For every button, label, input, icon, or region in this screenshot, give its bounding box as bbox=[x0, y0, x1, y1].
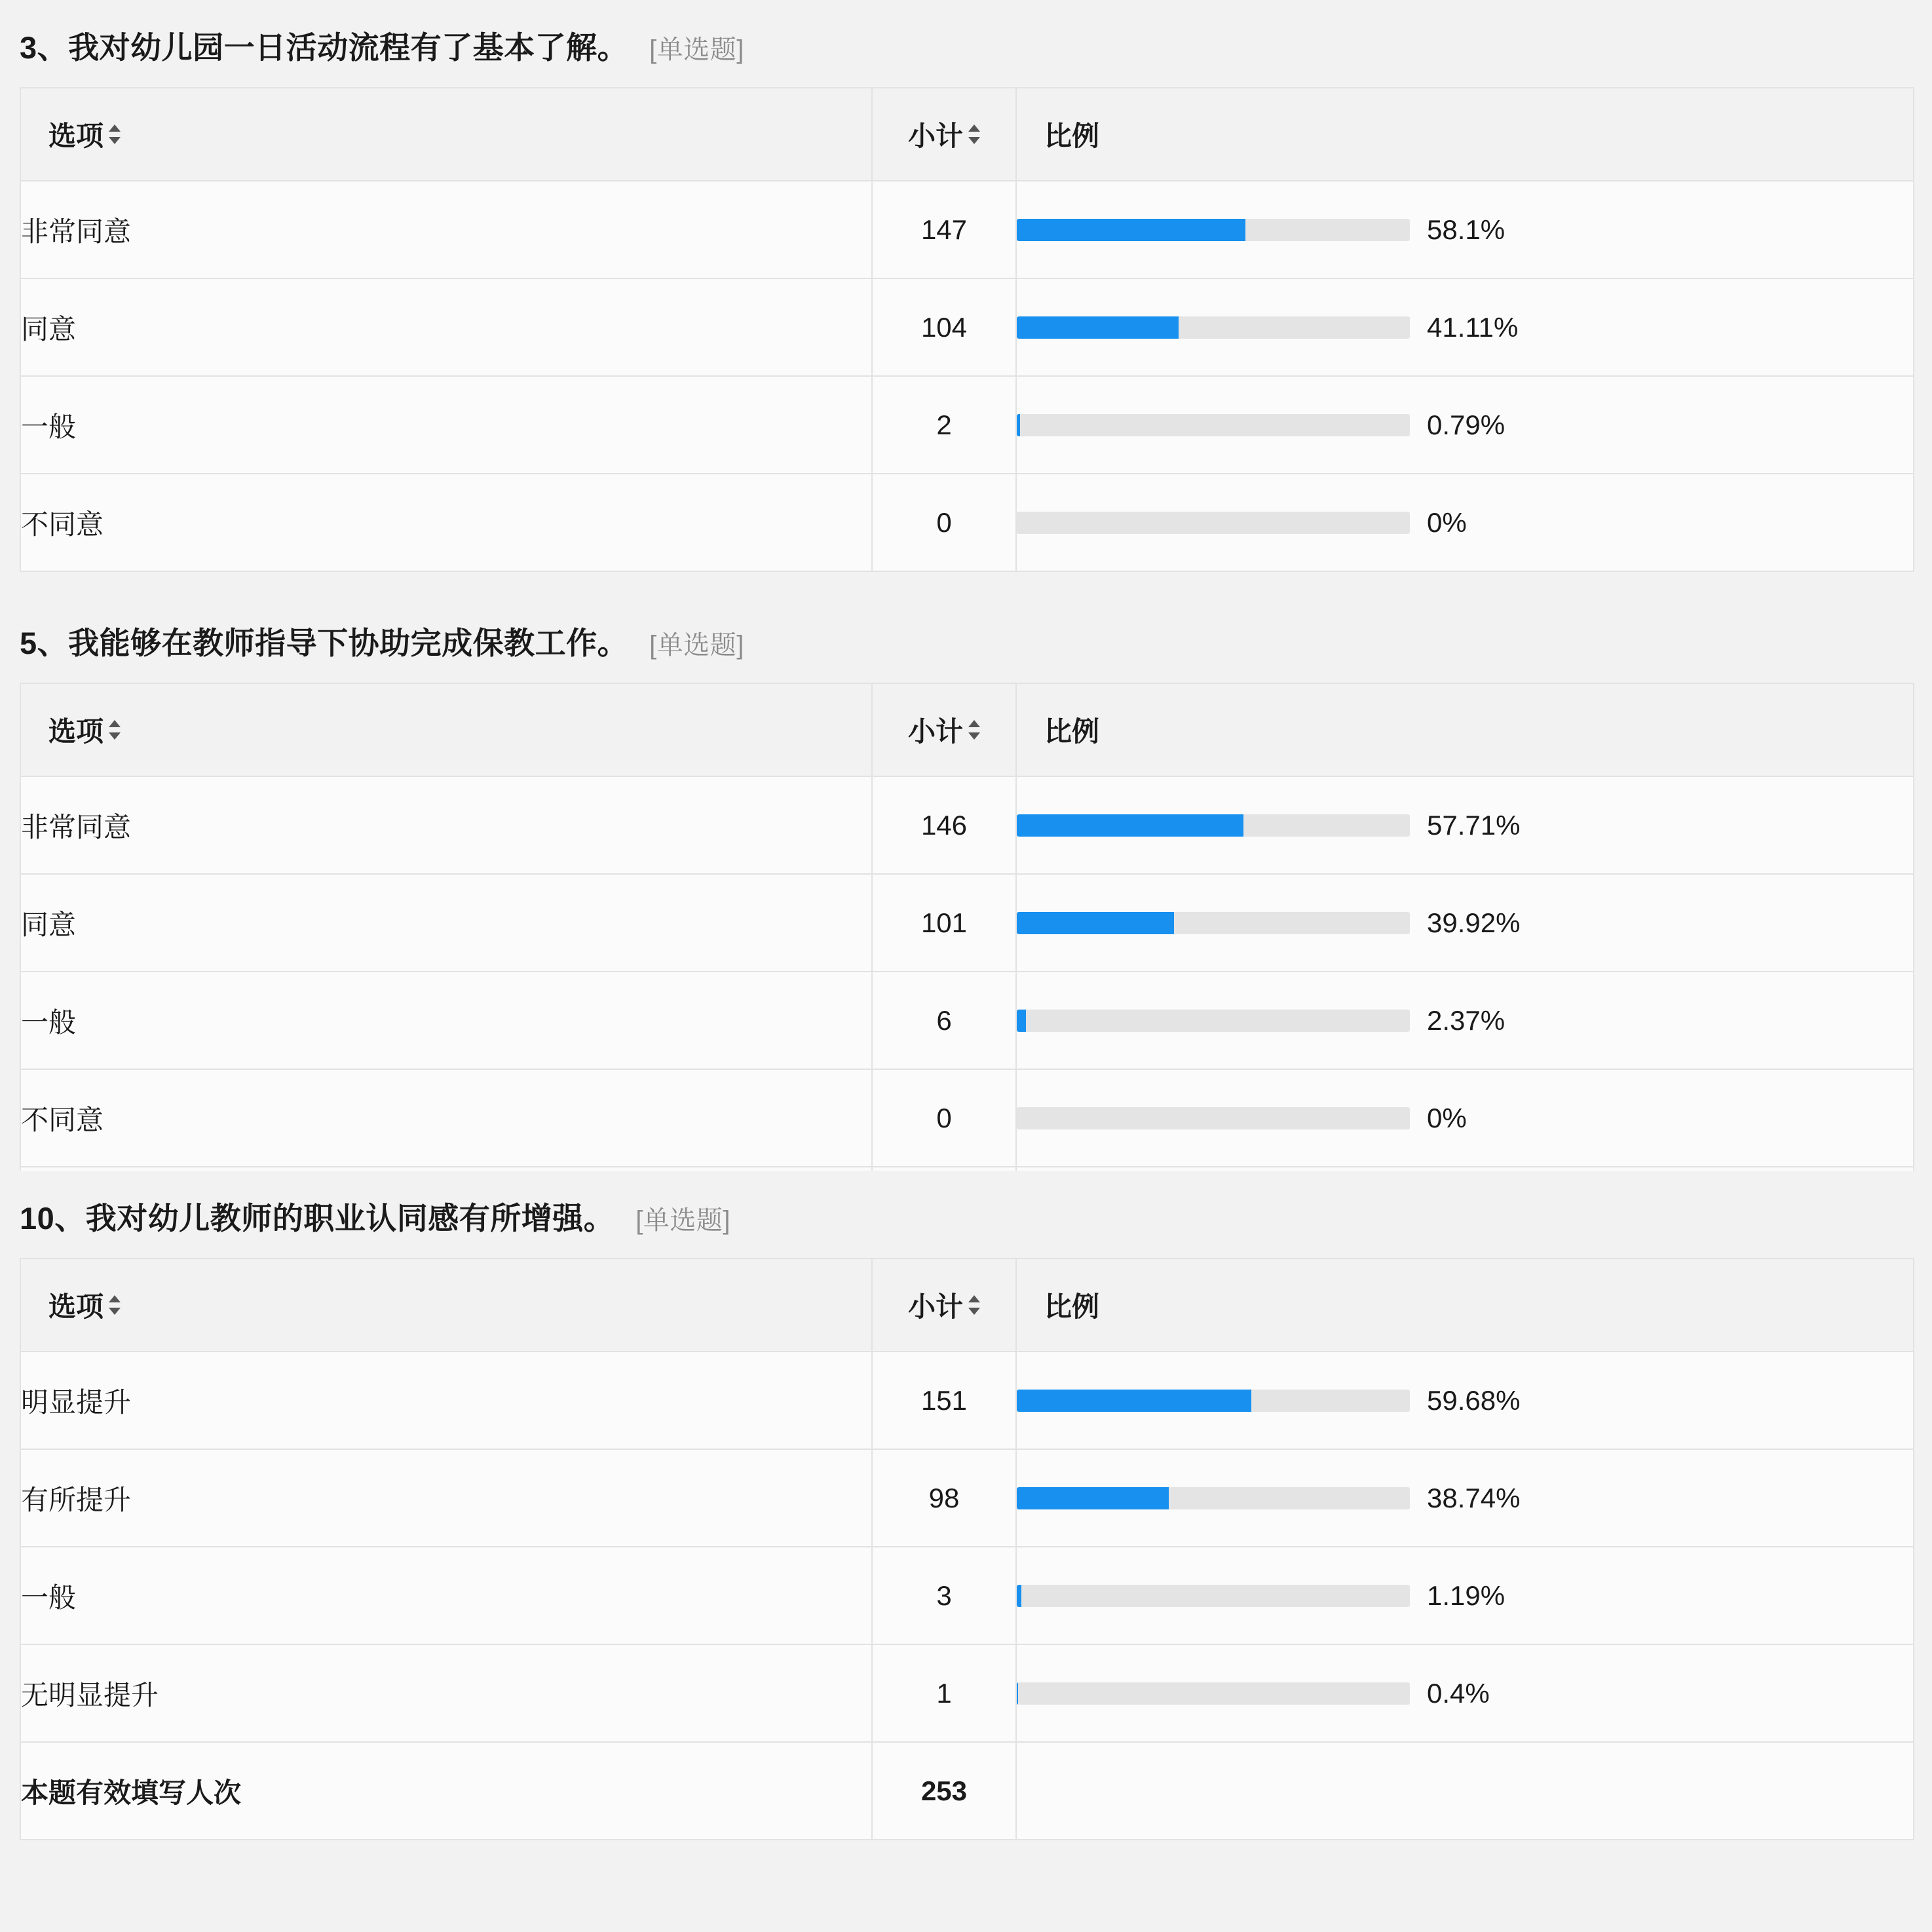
question-number: 5、 bbox=[20, 626, 69, 660]
option-label: 同意 bbox=[20, 278, 872, 376]
ratio-bar-track bbox=[1017, 414, 1410, 436]
ratio-label: 59.68% bbox=[1427, 1384, 1521, 1416]
option-ratio bbox=[1016, 376, 1914, 474]
option-count: 6 bbox=[872, 972, 1016, 1069]
column-header-ratio-label: 比例 bbox=[1044, 1291, 1100, 1322]
table-row bbox=[20, 874, 1914, 972]
results-table bbox=[20, 683, 1914, 1171]
table-row bbox=[20, 1069, 1914, 1167]
table-row bbox=[20, 1547, 1914, 1644]
question-block-3 bbox=[0, 0, 1932, 572]
ratio-bar-fill bbox=[1017, 1390, 1251, 1412]
column-header-option-label: 选项 bbox=[48, 121, 104, 151]
sort-icon[interactable] bbox=[968, 1294, 980, 1316]
option-label: 不同意 bbox=[20, 474, 872, 571]
table-row bbox=[20, 474, 1914, 571]
option-label: 非常同意 bbox=[20, 776, 872, 874]
table-row bbox=[20, 776, 1914, 874]
total-count: 253 bbox=[872, 1742, 1016, 1840]
option-ratio bbox=[1016, 1352, 1914, 1449]
column-header-ratio bbox=[1016, 88, 1914, 181]
sort-icon[interactable] bbox=[968, 123, 980, 145]
results-table bbox=[20, 1258, 1914, 1840]
option-ratio bbox=[1016, 278, 1914, 376]
option-count: 104 bbox=[872, 278, 1016, 376]
page-title bbox=[0, 0, 1932, 87]
column-header-count[interactable] bbox=[872, 88, 1016, 181]
ratio-bar-track bbox=[1017, 512, 1410, 534]
ratio-label: 2.37% bbox=[1427, 1004, 1506, 1036]
option-label: 有所提升 bbox=[20, 1449, 872, 1547]
ratio-bar-track bbox=[1017, 1682, 1410, 1705]
total-label: 本题有效填写人次 bbox=[20, 1742, 872, 1840]
option-label: 明显提升 bbox=[20, 1352, 872, 1449]
option-ratio bbox=[1016, 972, 1914, 1069]
table-row bbox=[20, 1644, 1914, 1742]
option-count: 3 bbox=[872, 1547, 1016, 1644]
column-header-ratio-label: 比例 bbox=[1044, 121, 1100, 151]
ratio-label: 0.4% bbox=[1427, 1677, 1490, 1709]
ratio-bar-track bbox=[1017, 912, 1410, 934]
option-label bbox=[20, 571, 872, 572]
ratio-bar-track bbox=[1017, 1107, 1410, 1129]
ratio-label: 41.11% bbox=[1427, 311, 1519, 343]
table-row bbox=[20, 376, 1914, 474]
column-header-ratio bbox=[1016, 683, 1914, 776]
ratio-bar-fill bbox=[1017, 1682, 1018, 1705]
column-header-ratio bbox=[1016, 1259, 1914, 1352]
option-label: 不同意 bbox=[20, 1069, 872, 1167]
ratio-bar-fill bbox=[1017, 912, 1174, 934]
question-number: 3、 bbox=[20, 30, 69, 65]
option-ratio bbox=[1016, 1069, 1914, 1167]
table-row bbox=[20, 278, 1914, 376]
ratio-bar-fill bbox=[1017, 1487, 1169, 1509]
option-label: 一般 bbox=[20, 972, 872, 1069]
column-header-option[interactable] bbox=[20, 683, 872, 776]
option-count: 98 bbox=[872, 1449, 1016, 1547]
column-header-count-label: 小计 bbox=[907, 1291, 963, 1322]
option-label: 一般 bbox=[20, 376, 872, 474]
table-row bbox=[20, 181, 1914, 278]
page-title bbox=[0, 1171, 1932, 1258]
ratio-bar-fill bbox=[1017, 219, 1245, 241]
option-ratio bbox=[1016, 1547, 1914, 1644]
option-label: 非常同意 bbox=[20, 181, 872, 278]
table-row bbox=[20, 1449, 1914, 1547]
question-type: [单选题] bbox=[649, 631, 744, 660]
table-row bbox=[20, 972, 1914, 1069]
column-header-option-label: 选项 bbox=[48, 1291, 104, 1322]
option-count: 151 bbox=[872, 1352, 1016, 1449]
column-header-count[interactable] bbox=[872, 1259, 1016, 1352]
option-ratio bbox=[1016, 474, 1914, 571]
table-row bbox=[20, 571, 1914, 572]
ratio-bar-track bbox=[1017, 316, 1410, 339]
option-ratio bbox=[1016, 874, 1914, 972]
column-header-option[interactable] bbox=[20, 1259, 872, 1352]
ratio-label: 57.71% bbox=[1427, 809, 1521, 841]
total-ratio bbox=[1016, 1742, 1914, 1840]
option-ratio bbox=[1016, 776, 1914, 874]
ratio-bar-track bbox=[1017, 814, 1410, 837]
question-block-10 bbox=[0, 1171, 1932, 1840]
ratio-label: 38.74% bbox=[1427, 1482, 1521, 1513]
ratio-bar-track bbox=[1017, 1010, 1410, 1032]
ratio-label: 1.19% bbox=[1427, 1580, 1506, 1611]
results-table bbox=[20, 87, 1914, 572]
column-header-ratio-label: 比例 bbox=[1044, 716, 1100, 747]
table-header-row bbox=[20, 1259, 1914, 1352]
column-header-option[interactable] bbox=[20, 88, 872, 181]
ratio-bar-fill bbox=[1017, 316, 1179, 339]
ratio-bar-fill bbox=[1017, 814, 1243, 837]
ratio-bar-track bbox=[1017, 1585, 1410, 1607]
ratio-bar-fill bbox=[1017, 414, 1020, 436]
sort-icon[interactable] bbox=[109, 719, 121, 741]
ratio-label: 58.1% bbox=[1427, 214, 1506, 245]
option-count: 0 bbox=[872, 474, 1016, 571]
question-block-5 bbox=[0, 596, 1932, 1171]
ratio-label: 0.79% bbox=[1427, 409, 1506, 440]
option-label: 同意 bbox=[20, 874, 872, 972]
sort-icon[interactable] bbox=[968, 719, 980, 741]
table-row-total bbox=[20, 1742, 1914, 1840]
option-count: 1 bbox=[872, 1644, 1016, 1742]
option-ratio bbox=[1016, 571, 1914, 572]
ratio-label: 0% bbox=[1427, 506, 1467, 538]
sort-icon[interactable] bbox=[109, 1294, 121, 1316]
table-header-row bbox=[20, 683, 1914, 776]
question-text: 我能够在教师指导下协助完成保教工作。 bbox=[68, 626, 629, 660]
ratio-bar-track bbox=[1017, 219, 1410, 241]
column-header-option-label: 选项 bbox=[48, 716, 104, 747]
option-ratio bbox=[1016, 1644, 1914, 1742]
ratio-bar-track bbox=[1017, 1487, 1410, 1509]
sort-icon[interactable] bbox=[109, 123, 121, 145]
question-type: [单选题] bbox=[635, 1206, 731, 1235]
ratio-label: 0% bbox=[1427, 1102, 1467, 1133]
ratio-bar-fill bbox=[1017, 1585, 1021, 1607]
ratio-bar-track bbox=[1017, 1390, 1410, 1412]
question-type: [单选题] bbox=[649, 35, 744, 64]
question-number: 10、 bbox=[20, 1201, 86, 1236]
option-label: 无明显提升 bbox=[20, 1644, 872, 1742]
column-header-count-label: 小计 bbox=[907, 121, 963, 151]
ratio-bar-fill bbox=[1017, 1010, 1026, 1032]
ratio-label: 39.92% bbox=[1427, 907, 1521, 938]
option-count: 147 bbox=[872, 181, 1016, 278]
column-header-count[interactable] bbox=[872, 683, 1016, 776]
option-ratio bbox=[1016, 1449, 1914, 1547]
question-text: 我对幼儿园一日活动流程有了基本了解。 bbox=[68, 30, 629, 65]
section-divider bbox=[0, 572, 1932, 596]
option-count: 2 bbox=[872, 376, 1016, 474]
option-count: 0 bbox=[872, 1069, 1016, 1167]
option-ratio bbox=[1016, 181, 1914, 278]
option-label: 一般 bbox=[20, 1547, 872, 1644]
column-header-count-label: 小计 bbox=[907, 716, 963, 747]
option-count: 101 bbox=[872, 874, 1016, 972]
table-row bbox=[20, 1352, 1914, 1449]
option-count: 146 bbox=[872, 776, 1016, 874]
page-title bbox=[0, 596, 1932, 683]
table-header-row bbox=[20, 88, 1914, 181]
option-count bbox=[872, 571, 1016, 572]
question-text: 我对幼儿教师的职业认同感有所增强。 bbox=[85, 1201, 615, 1236]
